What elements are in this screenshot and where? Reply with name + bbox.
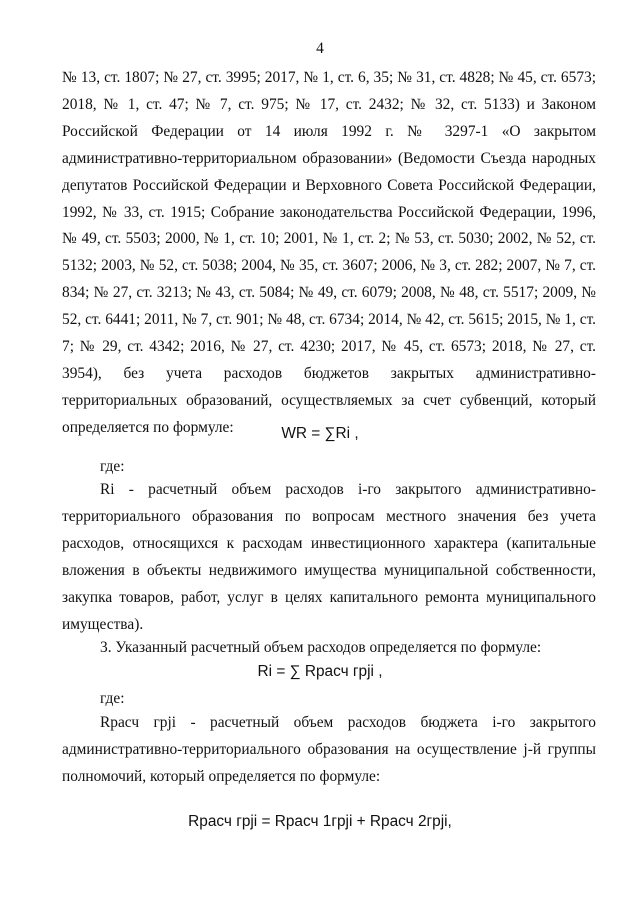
section-3-paragraph: 3. Указанный расчетный объем расходов определяется по формуле: <box>100 639 542 656</box>
page-number: 4 <box>316 40 324 57</box>
where-label-1: где: <box>100 458 125 475</box>
formula-wr: WR = ∑Ri , <box>281 425 359 442</box>
formula-rrasch: Rрасч грji = Rрасч 1грji + Rрасч 2грji, <box>188 813 452 830</box>
formula-ri: Ri = ∑ Rрасч грji , <box>257 663 383 680</box>
ri-definition-paragraph: Ri - расчетный объем расходов i-го закрытого административно-территориального образования по вопросам местного значения без учета расходов, относящихся к расходам инвестиционного характера (капитальные вложения в объекты недвижимого имущества муниципальной собственности, закупка товаров, работ, услуг в целях капитального ремонта муниципального имущества). <box>62 481 596 633</box>
where-label-2: где: <box>100 690 125 707</box>
rrasch-definition-paragraph: Rрасч грji - расчетный объем расходов бюджета i-го закрытого административно-территориального образования на осуществление j-й группы полномочий, который определяется по формуле: <box>62 714 596 785</box>
intro-paragraph: № 13, ст. 1807; № 27, ст. 3995; 2017, № 1, ст. 6, 35; № 31, ст. 4828; № 45, ст. 6573; 2018, № 1, ст. 47; № 7, ст. 975; № 17, ст. 2432; № 32, ст. 5133) и Законом Российской Федерации от 14 июля 1992 г. № 3297-1 «О закрытом административно-территориальном образовании» (Ведомости Съезда народных депутатов Российской Федерации и Верховного Совета Российской Федерации, 1992, № 33, ст. 1915; Собрание законодательства Российской Федерации, 1996, № 49, ст. 5503; 2000, № 1, ст. 10; 2001, № 1, ст. 2; № 53, ст. 5030; 2002, № 52, ст. 5132; 2003, № 52, ст. 5038; 2004, № 35, ст. 3607; 2006, № 3, ст. 282; 2007, № 7, ст. 834; № 27, ст. 3213; № 43, ст. 5084; № 49, ст. 6079; 2008, № 48, ст. 5517; 2009, № 52, ст. 6441; 2011, № 7, ст. 901; № 48, ст. 6734; 2014, № 42, ст. 5615; 2015, № 1, ст. 7; № 29, ст. 4342; 2016, № 27, ст. 4230; 2017, № 45, ст. 6573; 2018, № 27, ст. 3954), без учета расходов бюджетов закрытых административно-территориальных образований, осуществляемых за счет субвенций, который определяется по формуле: <box>62 69 596 436</box>
